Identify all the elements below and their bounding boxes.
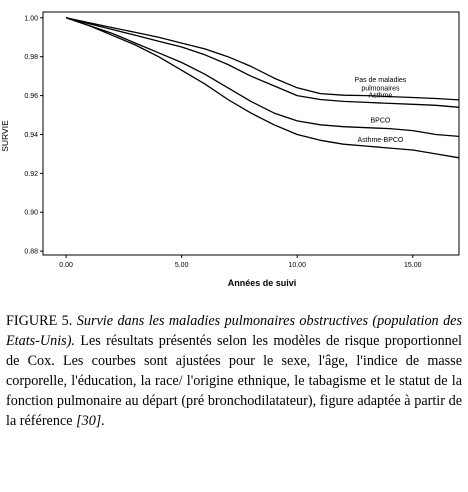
x-tick-label-3: 15.00 bbox=[404, 262, 422, 269]
series-label-2 bbox=[371, 118, 391, 125]
x-tick-label-2: 10.00 bbox=[288, 262, 306, 269]
y-tick-label-1: 0.90 bbox=[24, 209, 38, 217]
series-label-0-line-1: pulmonaires bbox=[361, 85, 400, 93]
x-tick-label-1: 5.00 bbox=[174, 262, 189, 269]
y-axis-label: SURVIE bbox=[0, 120, 10, 152]
figure-caption-label: FIGURE 5. bbox=[6, 313, 73, 329]
series-label-3-line-0: Asthme-BPCO bbox=[357, 137, 404, 145]
y-tick-label-4: 0.96 bbox=[24, 93, 38, 101]
x-tick-label-0: 0.00 bbox=[59, 262, 73, 269]
series-label-2-line-0: BPCO bbox=[370, 117, 391, 125]
series-line-1 bbox=[66, 18, 459, 108]
series-line-0 bbox=[66, 18, 459, 100]
series-label-3 bbox=[357, 137, 403, 144]
plot-frame bbox=[43, 12, 459, 255]
x-axis-label: Années de suivi bbox=[227, 278, 297, 288]
series-label-1 bbox=[369, 92, 393, 99]
series-label-0 bbox=[355, 77, 407, 93]
y-tick-label-6: 1.00 bbox=[24, 15, 38, 23]
y-tick-label-5: 0.98 bbox=[24, 54, 38, 62]
y-axis bbox=[24, 15, 43, 255]
y-tick-label-0: 0.88 bbox=[24, 248, 38, 256]
x-axis bbox=[59, 255, 421, 269]
y-tick-label-2: 0.92 bbox=[24, 170, 38, 178]
figure-caption-title: Survie dans les maladies pulmonaires obstructives (population des Etats-Unis). bbox=[6, 313, 462, 349]
series-label-0-line-0: Pas de maladies bbox=[354, 77, 407, 85]
y-tick-label-3: 0.94 bbox=[24, 131, 38, 139]
figure-caption-body: Les résultats présentés selon les modèles de risque proportionnel de Cox. Les courbes sont ajustées pour le sexe, l'âge, l'indice de masse corporelle, l'éducation, la race/ l'origine ethnique, le tabagisme et le statut de la fonction pulmonaire au départ (pré bronchodilatateur), figure adaptée à partir de la référence bbox=[6, 333, 462, 429]
series-label-1-line-0: Asthme bbox=[368, 92, 393, 100]
figure-caption-citation: [30]. bbox=[76, 413, 105, 429]
figure-caption bbox=[6, 311, 462, 431]
series-labels bbox=[355, 77, 407, 144]
